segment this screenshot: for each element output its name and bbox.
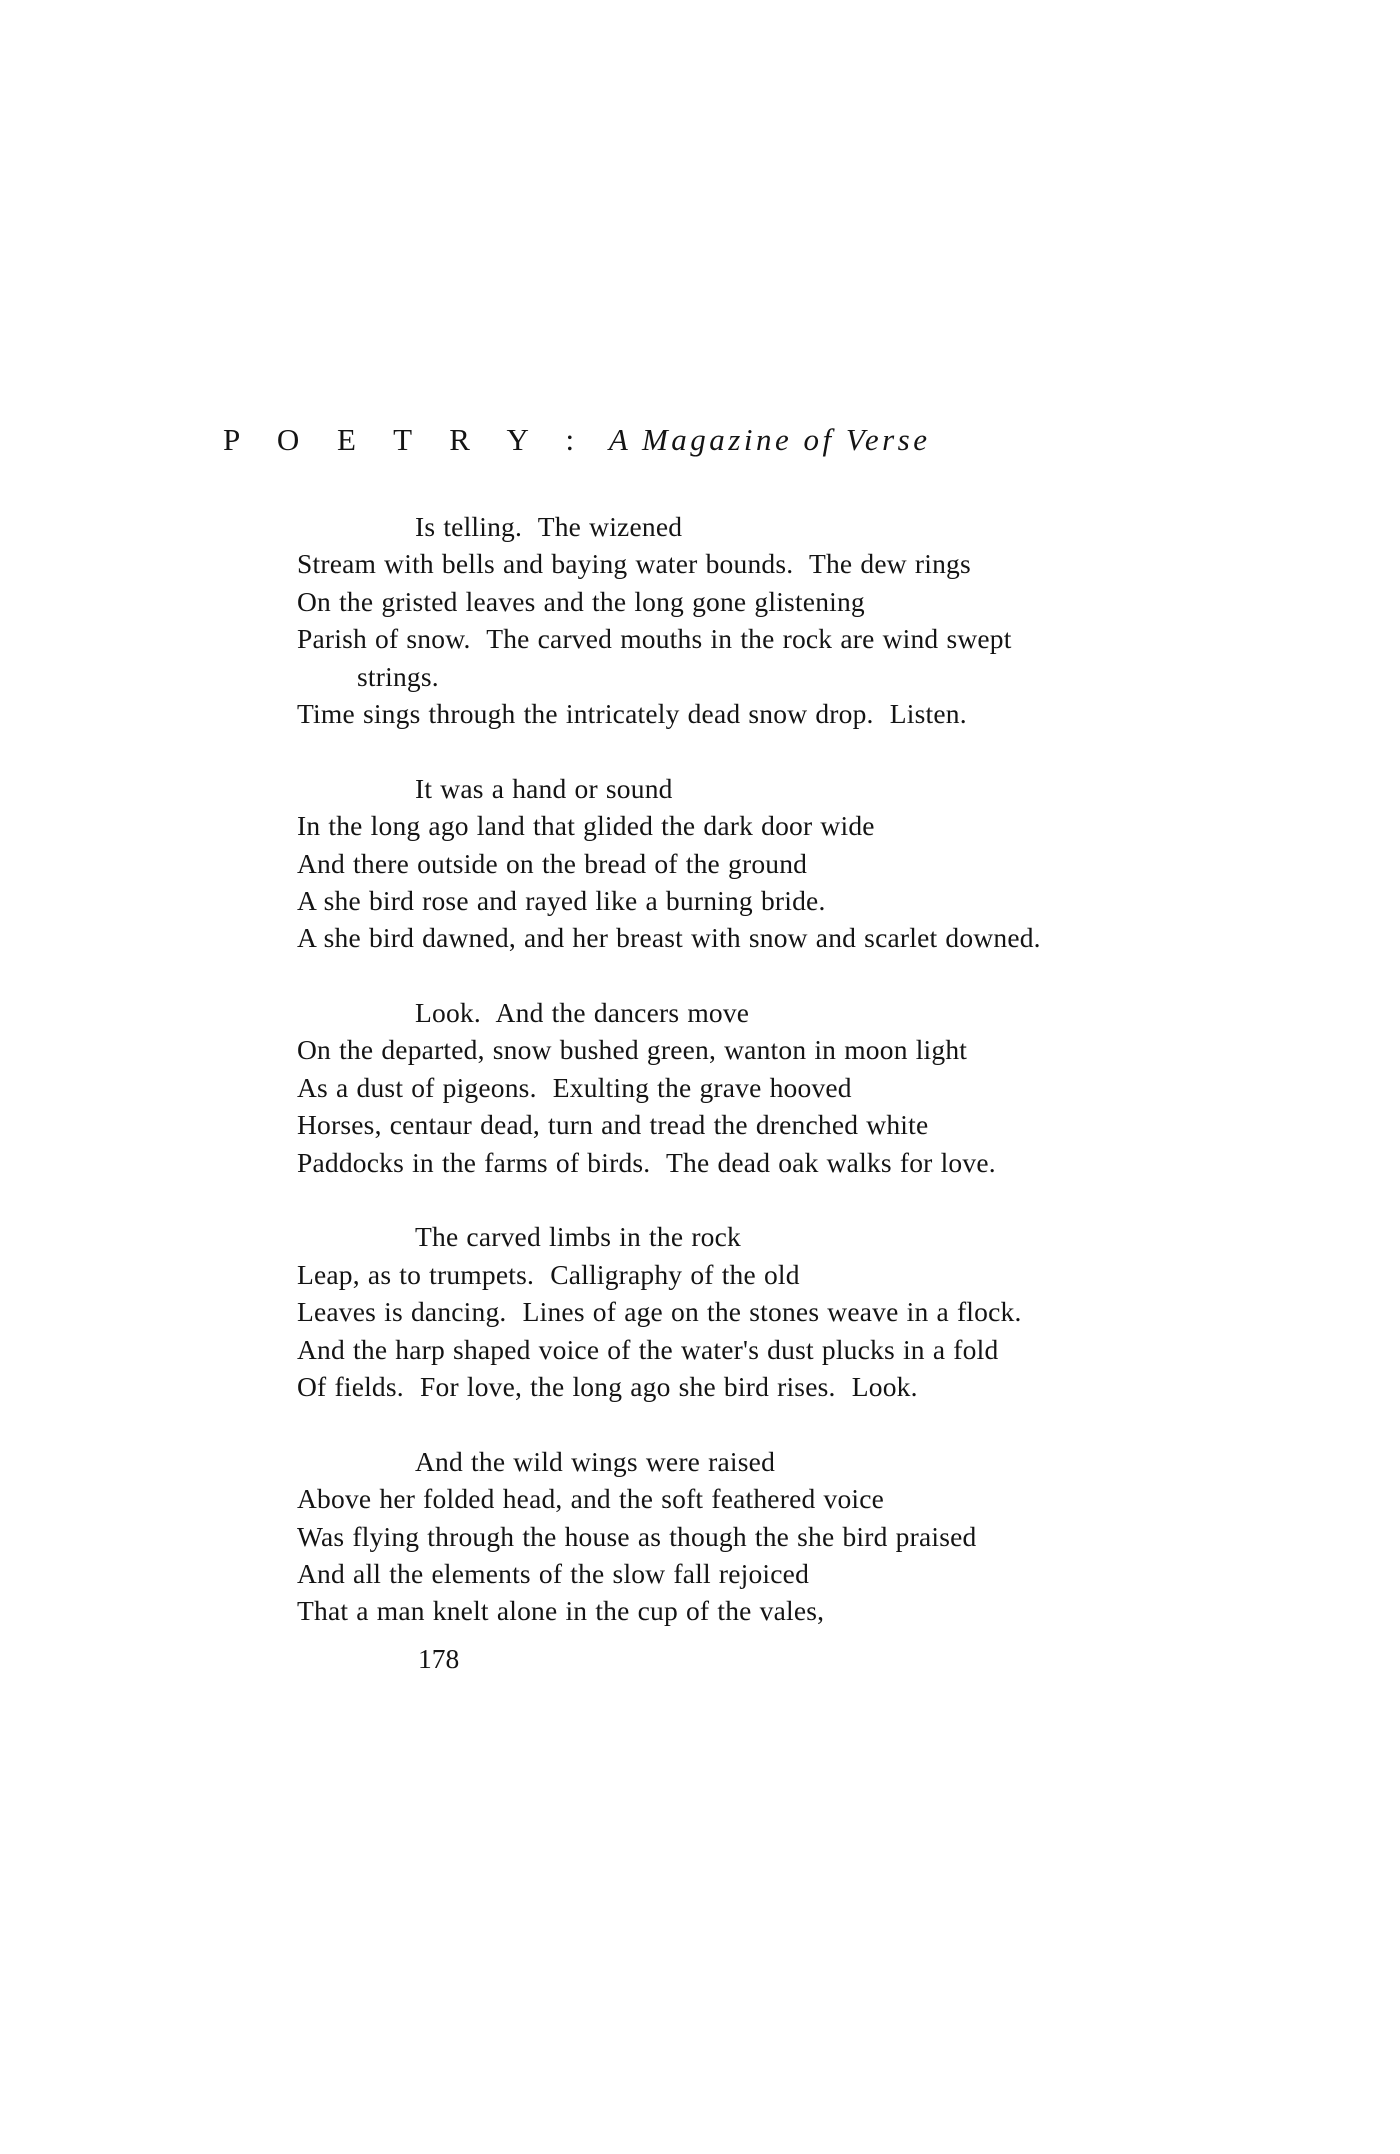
poem-line: And the wild wings were raised: [415, 1445, 776, 1477]
poem-line: Of fields. For love, the long ago she bird rises. Look.: [297, 1370, 918, 1402]
poem-line: Leaves is dancing. Lines of age on the stones weave in a flock.: [297, 1296, 1022, 1328]
poem-line: On the gristed leaves and the long gone glistening: [297, 585, 865, 617]
stanza-3: [297, 994, 1117, 1181]
poem-line: On the departed, snow bushed green, wanton in moon light: [297, 1034, 968, 1066]
poem-line: And all the elements of the slow fall rejoiced: [297, 1557, 810, 1589]
poem-line: As a dust of pigeons. Exulting the grave hooved: [297, 1071, 852, 1103]
poem-line: A she bird rose and rayed like a burning bride.: [297, 884, 826, 916]
poem-line: Paddocks in the farms of birds. The dead oak walks for love.: [297, 1146, 996, 1178]
stanza-1: [297, 508, 1117, 732]
stanza-2: [297, 770, 1117, 957]
poem-line: Is telling. The wizened: [415, 511, 683, 542]
poem-line: Stream with bells and baying water bounds. The dew rings: [297, 548, 971, 580]
poem-line: In the long ago land that glided the dark door wide: [297, 810, 875, 842]
poem-line: A she bird dawned, and her breast with snow and scarlet downed.: [297, 922, 1041, 954]
stanza-4: [297, 1218, 1117, 1405]
poem-line: And the harp shaped voice of the water's dust plucks in a fold: [297, 1333, 999, 1365]
poem-line: And there outside on the bread of the ground: [297, 847, 808, 879]
poem-body: [297, 508, 1117, 1667]
poem-line: Look. And the dancers move: [415, 997, 750, 1029]
poem-line: Horses, centaur dead, turn and tread the drenched white: [297, 1109, 929, 1141]
poem-line: Time sings through the intricately dead snow drop. Listen.: [297, 697, 967, 729]
poem-line: Was flying through the house as though the she bird praised: [297, 1520, 977, 1552]
poem-line: Parish of snow. The carved mouths in the rock are wind swept: [297, 623, 1012, 655]
stanza-5: [297, 1443, 1117, 1630]
poem-line: That a man knelt alone in the cup of the vales,: [297, 1595, 825, 1627]
poem-line: Above her folded head, and the soft feathered voice: [297, 1483, 885, 1515]
magazine-subtitle: A Magazine of Verse: [608, 422, 931, 457]
magazine-title: P O E T R Y :: [223, 422, 590, 457]
poem-line: The carved limbs in the rock: [415, 1221, 741, 1253]
poem-line: It was a hand or sound: [415, 772, 673, 804]
page-number: 178: [418, 1643, 460, 1674]
poem-line-runover: strings.: [357, 660, 439, 692]
running-head: [223, 420, 931, 460]
poem-line: Leap, as to trumpets. Calligraphy of the old: [297, 1258, 800, 1290]
